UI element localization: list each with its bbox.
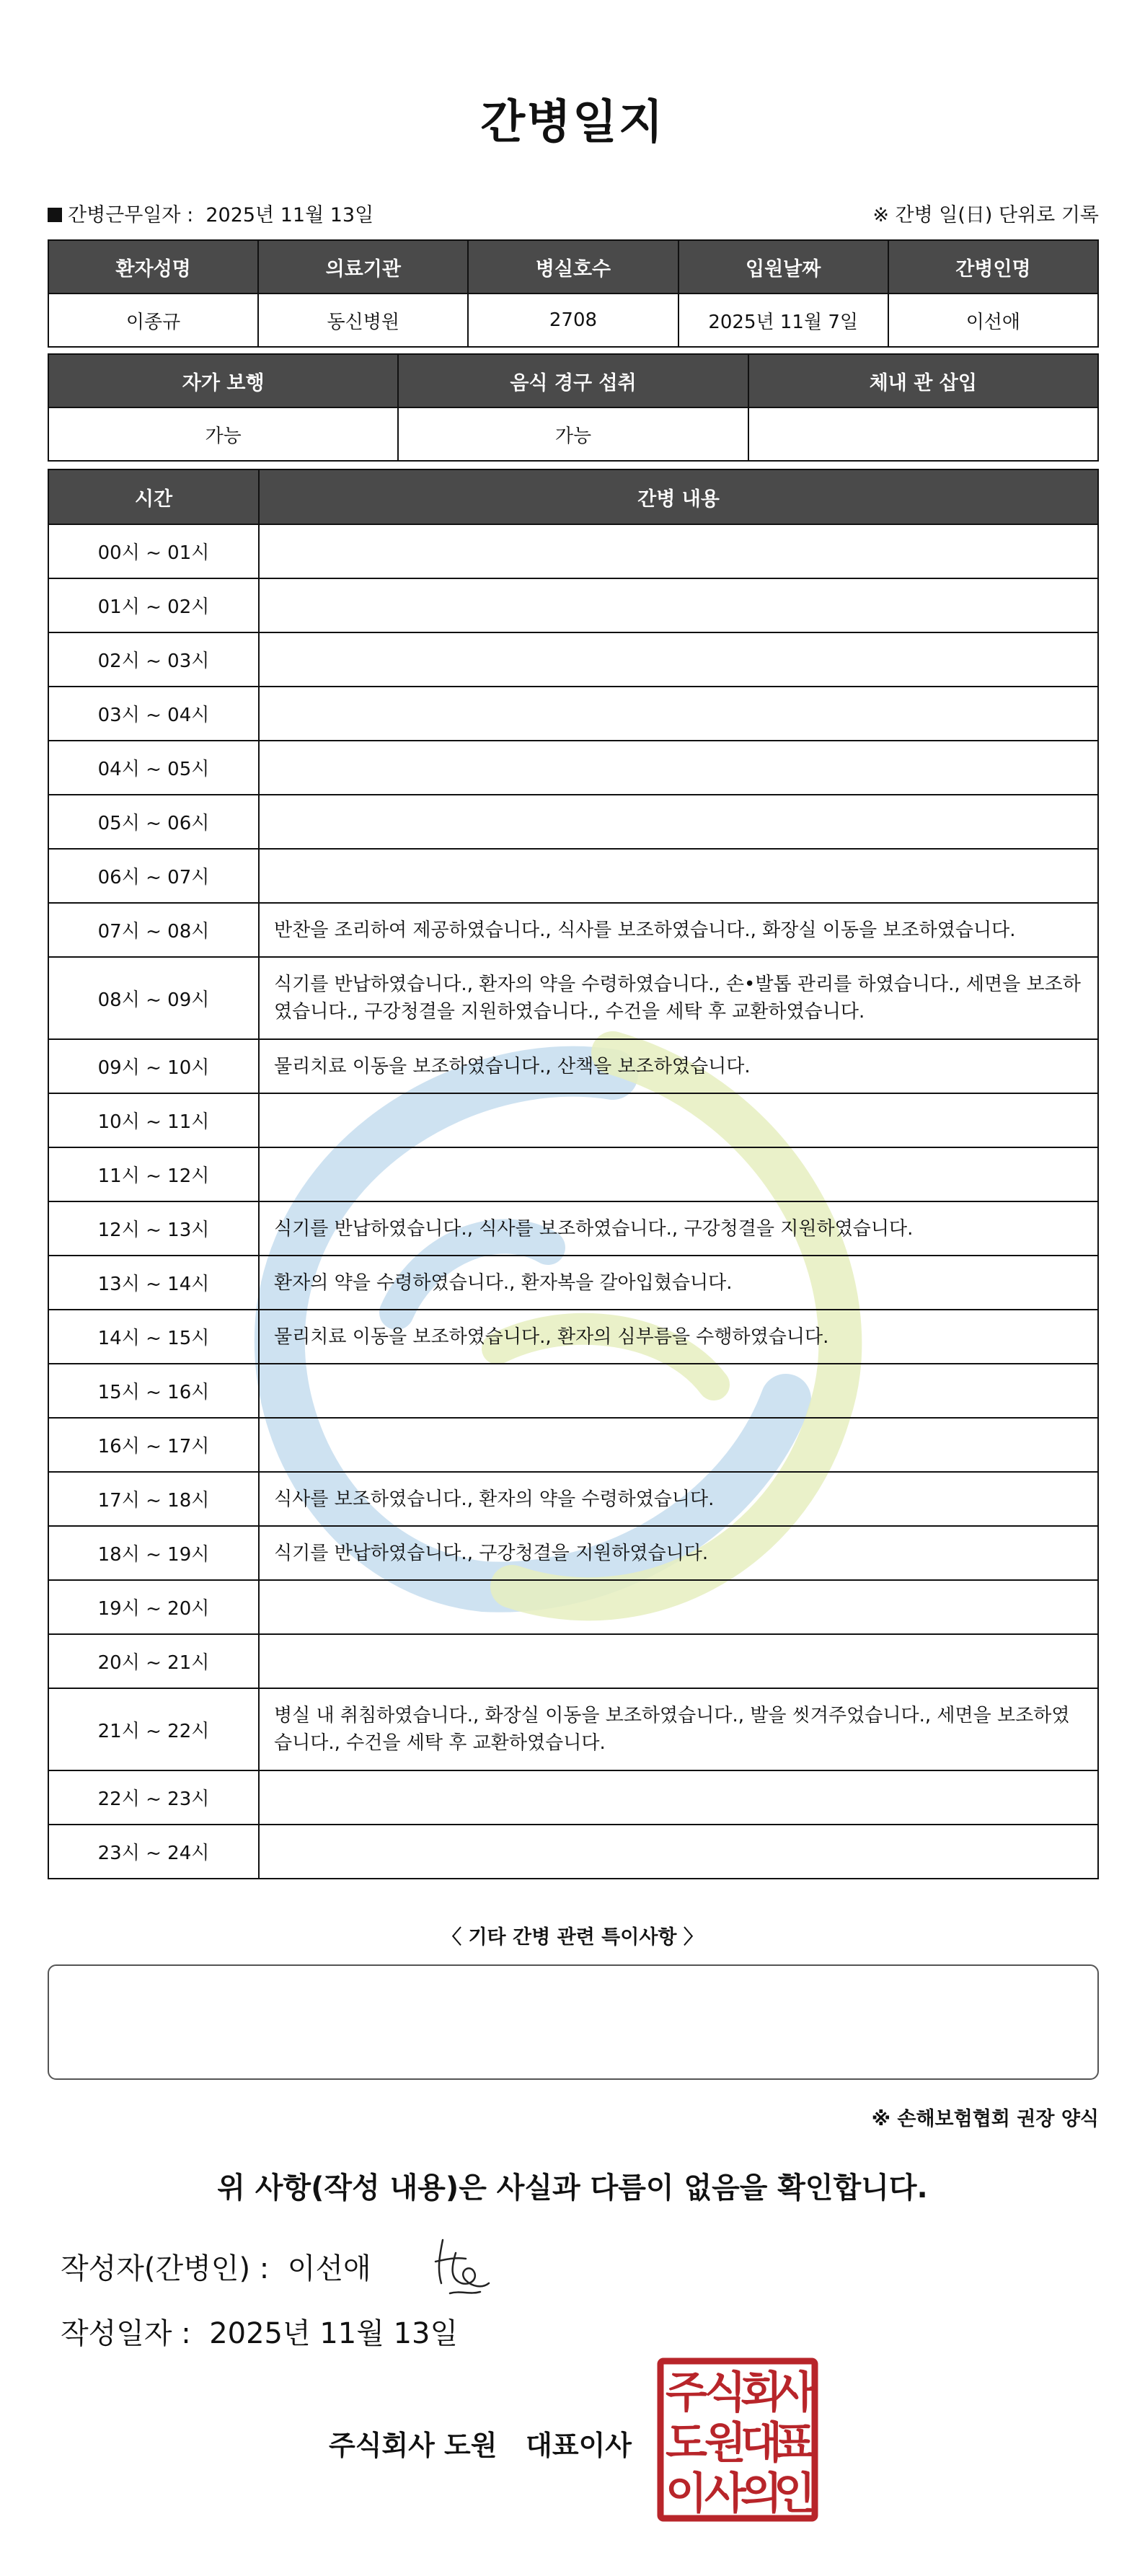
header-caregiver: 간병인명	[888, 240, 1098, 294]
log-content-cell	[259, 1825, 1098, 1879]
log-time-cell: 07시 ~ 08시	[48, 903, 259, 957]
svg-text:인: 인	[774, 2469, 815, 2519]
log-content-cell	[259, 849, 1098, 903]
log-row	[48, 1580, 1098, 1634]
log-row	[48, 957, 1098, 1039]
room-number: 2708	[468, 294, 678, 347]
log-time-cell: 12시 ~ 13시	[48, 1201, 259, 1256]
log-time-cell: 23시 ~ 24시	[48, 1825, 259, 1879]
log-content-cell	[259, 1093, 1098, 1147]
log-content-cell	[259, 578, 1098, 632]
svg-text:표: 표	[774, 2418, 815, 2469]
svg-text:주: 주	[666, 2368, 707, 2418]
work-date	[48, 199, 373, 227]
log-row	[48, 1825, 1098, 1879]
special-notes-title: 〈 기타 간병 관련 특이사항 〉	[442, 1926, 703, 1949]
log-time-cell: 17시 ~ 18시	[48, 1472, 259, 1526]
log-row	[48, 1634, 1098, 1688]
patient-value-row	[48, 294, 1098, 347]
company-seal-stamp	[656, 2357, 819, 2523]
header-self-walking: 자가 보행	[48, 354, 398, 407]
log-content-cell: 병실 내 취침하였습니다., 화장실 이동을 보조하였습니다., 발을 씻겨주었습니다., 세면을 보조하였습니다., 수건을 세탁 후 교환하였습니다.	[259, 1688, 1098, 1770]
log-time-cell: 05시 ~ 06시	[48, 795, 259, 849]
patient-header-row	[48, 240, 1098, 294]
status-value-row	[48, 407, 1098, 461]
log-content-cell	[259, 1147, 1098, 1201]
log-row	[48, 1201, 1098, 1256]
log-time-cell: 00시 ~ 01시	[48, 524, 259, 578]
log-row	[48, 524, 1098, 578]
log-row	[48, 1310, 1098, 1364]
log-row	[48, 1418, 1098, 1472]
log-time-cell: 22시 ~ 23시	[48, 1770, 259, 1825]
company-signatory: 주식회사 도원 대표이사	[329, 2430, 632, 2461]
log-content-cell: 식사를 보조하였습니다., 환자의 약을 수령하였습니다.	[259, 1472, 1098, 1526]
header-time: 시간	[48, 469, 259, 524]
log-content-cell: 식기를 반납하였습니다., 구강청결을 지원하였습니다.	[259, 1526, 1098, 1580]
log-content-cell	[259, 1770, 1098, 1825]
write-date-label: 작성일자 :	[61, 2317, 191, 2350]
log-time-cell: 04시 ~ 05시	[48, 741, 259, 795]
log-content-cell: 물리치료 이동을 보조하였습니다., 산책을 보조하였습니다.	[259, 1039, 1098, 1093]
meta-row	[48, 199, 1099, 228]
log-row	[48, 849, 1098, 903]
care-log-table	[48, 469, 1099, 1879]
header-tube-insertion: 체내 관 삽입	[748, 354, 1098, 407]
log-time-cell: 19시 ~ 20시	[48, 1580, 259, 1634]
log-content-cell	[259, 1580, 1098, 1634]
write-date-value: 2025년 11월 13일	[209, 2317, 459, 2350]
log-row	[48, 1039, 1098, 1093]
header-care-content: 간병 내용	[259, 469, 1098, 524]
header-room: 병실호수	[468, 240, 678, 294]
self-walking-value: 가능	[48, 407, 398, 461]
log-content-cell	[259, 1634, 1098, 1688]
svg-text:식: 식	[704, 2368, 746, 2418]
header-hospital: 의료기관	[258, 240, 468, 294]
header-admission-date: 입원날짜	[678, 240, 888, 294]
log-time-cell: 06시 ~ 07시	[48, 849, 259, 903]
oral-intake-value: 가능	[398, 407, 748, 461]
page-title: 간병일지	[480, 96, 665, 149]
svg-text:의: 의	[741, 2469, 782, 2519]
log-time-cell: 21시 ~ 22시	[48, 1688, 259, 1770]
log-time-cell: 10시 ~ 11시	[48, 1093, 259, 1147]
log-row	[48, 1770, 1098, 1825]
log-row	[48, 1688, 1098, 1770]
log-time-cell: 01시 ~ 02시	[48, 578, 259, 632]
recommend-note: ※ 손해보험협회 권장 양식	[871, 2108, 1099, 2130]
log-time-cell: 09시 ~ 10시	[48, 1039, 259, 1093]
log-row	[48, 687, 1098, 741]
writer-line	[61, 2246, 371, 2287]
patient-name: 이종규	[48, 294, 258, 347]
writer-name: 이선애	[287, 2252, 371, 2285]
writer-label: 작성자(간병인) :	[61, 2252, 270, 2285]
log-time-cell: 16시 ~ 17시	[48, 1418, 259, 1472]
log-row	[48, 632, 1098, 687]
log-time-cell: 03시 ~ 04시	[48, 687, 259, 741]
log-content-cell: 환자의 약을 수령하였습니다., 환자복을 갈아입혔습니다.	[259, 1256, 1098, 1310]
log-content-cell	[259, 1364, 1098, 1418]
svg-text:사: 사	[704, 2469, 746, 2519]
status-header-row	[48, 354, 1098, 407]
log-row	[48, 1526, 1098, 1580]
header-patient-name: 환자성명	[48, 240, 258, 294]
write-date-line	[61, 2311, 458, 2352]
log-row	[48, 795, 1098, 849]
log-row	[48, 1147, 1098, 1201]
svg-text:원: 원	[704, 2418, 746, 2469]
log-time-cell: 15시 ~ 16시	[48, 1364, 259, 1418]
log-content-cell	[259, 795, 1098, 849]
unit-note: ※ 간병 일(日) 단위로 기록	[872, 204, 1099, 226]
log-row	[48, 741, 1098, 795]
log-row	[48, 1472, 1098, 1526]
log-content-cell	[259, 741, 1098, 795]
log-header-row	[48, 469, 1098, 524]
log-row	[48, 578, 1098, 632]
log-content-cell: 식기를 반납하였습니다., 식사를 보조하였습니다., 구강청결을 지원하였습니다.	[259, 1201, 1098, 1256]
svg-text:회: 회	[741, 2368, 782, 2418]
svg-text:대: 대	[741, 2418, 782, 2469]
log-time-cell: 18시 ~ 19시	[48, 1526, 259, 1580]
hospital-name: 동신병원	[258, 294, 468, 347]
svg-text:사: 사	[774, 2368, 815, 2418]
log-time-cell: 02시 ~ 03시	[48, 632, 259, 687]
log-row	[48, 1093, 1098, 1147]
square-bullet-icon	[48, 208, 62, 222]
log-content-cell: 반찬을 조리하여 제공하였습니다., 식사를 보조하였습니다., 화장실 이동을 보조하였습니다.	[259, 903, 1098, 957]
log-content-cell: 식기를 반납하였습니다., 환자의 약을 수령하였습니다., 손•발톱 관리를 하였습니다., 세면을 보조하였습니다., 구강청결을 지원하였습니다., 수건을 세탁 후 교환하였습니다.	[259, 957, 1098, 1039]
work-date-label: 간병근무일자 :	[68, 204, 194, 226]
log-content-cell: 물리치료 이동을 보조하였습니다., 환자의 심부름을 수행하였습니다.	[259, 1310, 1098, 1364]
svg-text:도: 도	[666, 2418, 707, 2469]
admission-date: 2025년 11월 7일	[678, 294, 888, 347]
log-row	[48, 1256, 1098, 1310]
special-notes-box	[48, 1964, 1099, 2080]
tube-insertion-value	[748, 407, 1098, 461]
log-time-cell: 14시 ~ 15시	[48, 1310, 259, 1364]
patient-status-table	[48, 353, 1099, 462]
log-time-cell: 11시 ~ 12시	[48, 1147, 259, 1201]
caregiver-name: 이선애	[888, 294, 1098, 347]
work-date-value: 2025년 11월 13일	[205, 204, 374, 226]
patient-info-table	[48, 239, 1099, 348]
log-time-cell: 13시 ~ 14시	[48, 1256, 259, 1310]
log-time-cell: 08시 ~ 09시	[48, 957, 259, 1039]
signature-image	[428, 2233, 493, 2302]
log-row	[48, 903, 1098, 957]
log-row	[48, 1364, 1098, 1418]
log-content-cell	[259, 524, 1098, 578]
log-content-cell	[259, 1418, 1098, 1472]
log-content-cell	[259, 687, 1098, 741]
confirm-statement: 위 사항(작성 내용)은 사실과 다름이 없음을 확인합니다.	[217, 2171, 928, 2205]
header-oral-intake: 음식 경구 섭취	[398, 354, 748, 407]
log-content-cell	[259, 632, 1098, 687]
svg-text:이: 이	[666, 2469, 707, 2519]
log-time-cell: 20시 ~ 21시	[48, 1634, 259, 1688]
